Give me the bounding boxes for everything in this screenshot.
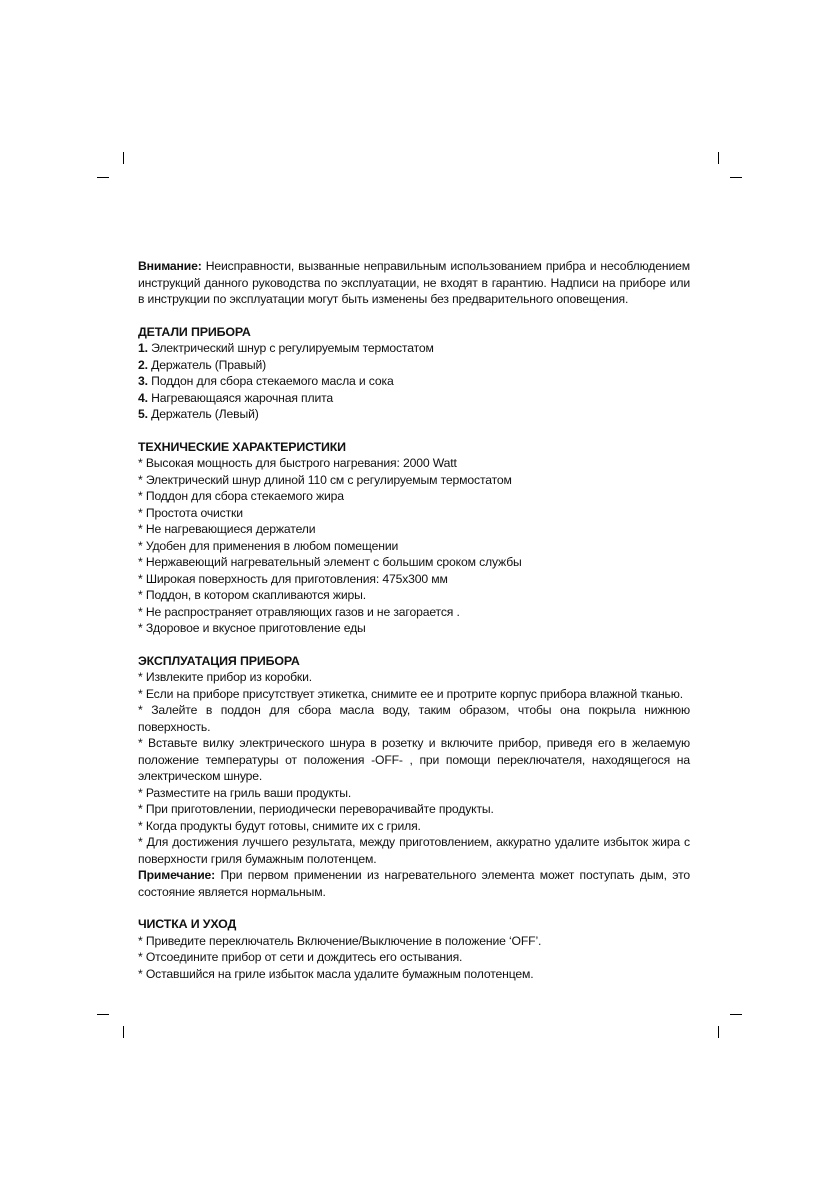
cleaning-section [138, 916, 690, 982]
specs-section [138, 439, 690, 637]
specs-item: * Поддон для сбора стекаемого жира [138, 489, 344, 503]
parts-item [138, 390, 690, 407]
operation-note [138, 867, 690, 900]
parts-item-number: 4. [138, 390, 148, 405]
parts-item-number: 2. [138, 357, 148, 372]
warning-label: Внимание: [138, 259, 202, 273]
warning-paragraph [138, 258, 690, 308]
parts-item-text: Держатель (Правый) [147, 357, 267, 372]
parts-item-number: 1. [138, 341, 148, 355]
parts-item [138, 406, 690, 423]
cleaning-list [138, 933, 690, 983]
parts-item [138, 340, 690, 357]
manual-page-content [138, 258, 690, 982]
crop-mark-bottom-right-vertical [718, 1026, 719, 1038]
parts-item-text: Нагревающаяся жарочная плита [147, 390, 334, 405]
specs-list [138, 455, 690, 637]
crop-mark-bottom-left-horizontal [97, 1014, 109, 1015]
parts-item-text: Держатель (Левый) [147, 407, 259, 421]
operation-item: * Извлеките прибор из коробки. [138, 670, 313, 684]
operation-item: * Вставьте вилку электрического шнура в розетку и включите прибор, приведя его в желаемую положение температуры от положения -OFF- , при помощи переключателя, находящегося на электрическом шнуре. [138, 736, 690, 783]
specs-item: * Поддон, в котором скапливаются жиры. [138, 588, 366, 602]
warning-text: Неисправности, вызванные неправильным использованием прибра и несоблюдением инструкций данного руководства по эксплуатации, не входят в гарантию. Надписи на приборе или в инструкции по эксплуатации могут быть изменены без предварительного оповещения. [138, 259, 690, 306]
parts-item [138, 357, 690, 374]
operation-item: * Залейте в поддон для сбора масла воду, таким образом, чтобы она покрыла нижнюю поверхность. [138, 703, 690, 734]
parts-item-number: 5. [138, 407, 148, 421]
operation-item: * Разместите на гриль ваши продукты. [138, 785, 352, 800]
specs-item: * Не нагревающиеся держатели [138, 522, 316, 536]
specs-item: * Здоровое и вкусное приготовление еды [138, 621, 366, 635]
operation-list [138, 669, 690, 867]
crop-mark-bottom-right-horizontal [730, 1014, 742, 1015]
note-text: При первом применении из нагревательного элемента может поступать дым, это состояние является нормальным. [138, 868, 690, 899]
parts-item-text: Поддон для сбора стекаемого масла и сока [147, 374, 394, 388]
warning-section [138, 258, 690, 308]
specs-item: * Нержавеющий нагревательный элемент с большим сроком службы [138, 555, 522, 569]
operation-section [138, 653, 690, 901]
specs-item: * Удобен для применения в любом помещении [138, 538, 399, 553]
note-label: Примечание: [138, 868, 216, 882]
parts-item-number: 3. [138, 374, 148, 388]
specs-heading: ТЕХНИЧЕСКИЕ ХАРАКТЕРИСТИКИ [138, 439, 346, 454]
operation-item: * Когда продукты будут готовы, снимите их с гриля. [138, 818, 421, 833]
specs-item: * Широкая поверхность для приготовления: 475x300 мм [138, 571, 448, 586]
parts-section [138, 324, 690, 423]
crop-mark-bottom-left-vertical [123, 1026, 124, 1038]
operation-heading: ЭКСПЛУАТАЦИЯ ПРИБОРА [138, 653, 300, 668]
operation-item: * Если на приборе присутствует этикетка, снимите ее и протрите корпус прибора влажной тканью. [138, 686, 683, 701]
parts-item-text: Электрический шнур с регулируемым термостатом [147, 341, 434, 355]
specs-item: * Не распространяет отравляющих газов и не загорается . [138, 604, 460, 619]
cleaning-item: * Приведите переключатель Включение/Выключение в положение ‘OFF’. [138, 933, 542, 948]
crop-mark-top-left-horizontal [97, 177, 109, 178]
parts-list [138, 340, 690, 423]
cleaning-item: * Оставшийся на гриле избыток масла удалите бумажным полотенцем. [138, 966, 534, 981]
operation-item: * При приготовлении, периодически переворачивайте продукты. [138, 802, 494, 816]
crop-mark-top-right-vertical [718, 152, 719, 164]
parts-heading: ДЕТАЛИ ПРИБОРА [138, 324, 251, 339]
cleaning-item: * Отсоедините прибор от сети и дождитесь его остывания. [138, 950, 463, 964]
crop-mark-top-right-horizontal [730, 177, 742, 178]
parts-item [138, 373, 690, 390]
cleaning-heading: ЧИСТКА И УХОД [138, 917, 237, 931]
specs-item: * Простота очистки [138, 505, 243, 520]
operation-item: * Для достижения лучшего результата, между приготовлением, аккуратно удалите избыток жира с поверхности гриля бумажным полотенцем. [138, 835, 690, 866]
specs-item: * Электрический шнур длиной 110 см с регулируемым термостатом [138, 472, 512, 487]
specs-item: * Высокая мощность для быстрого нагревания: 2000 Watt [138, 456, 457, 470]
crop-mark-top-left-vertical [123, 152, 124, 164]
